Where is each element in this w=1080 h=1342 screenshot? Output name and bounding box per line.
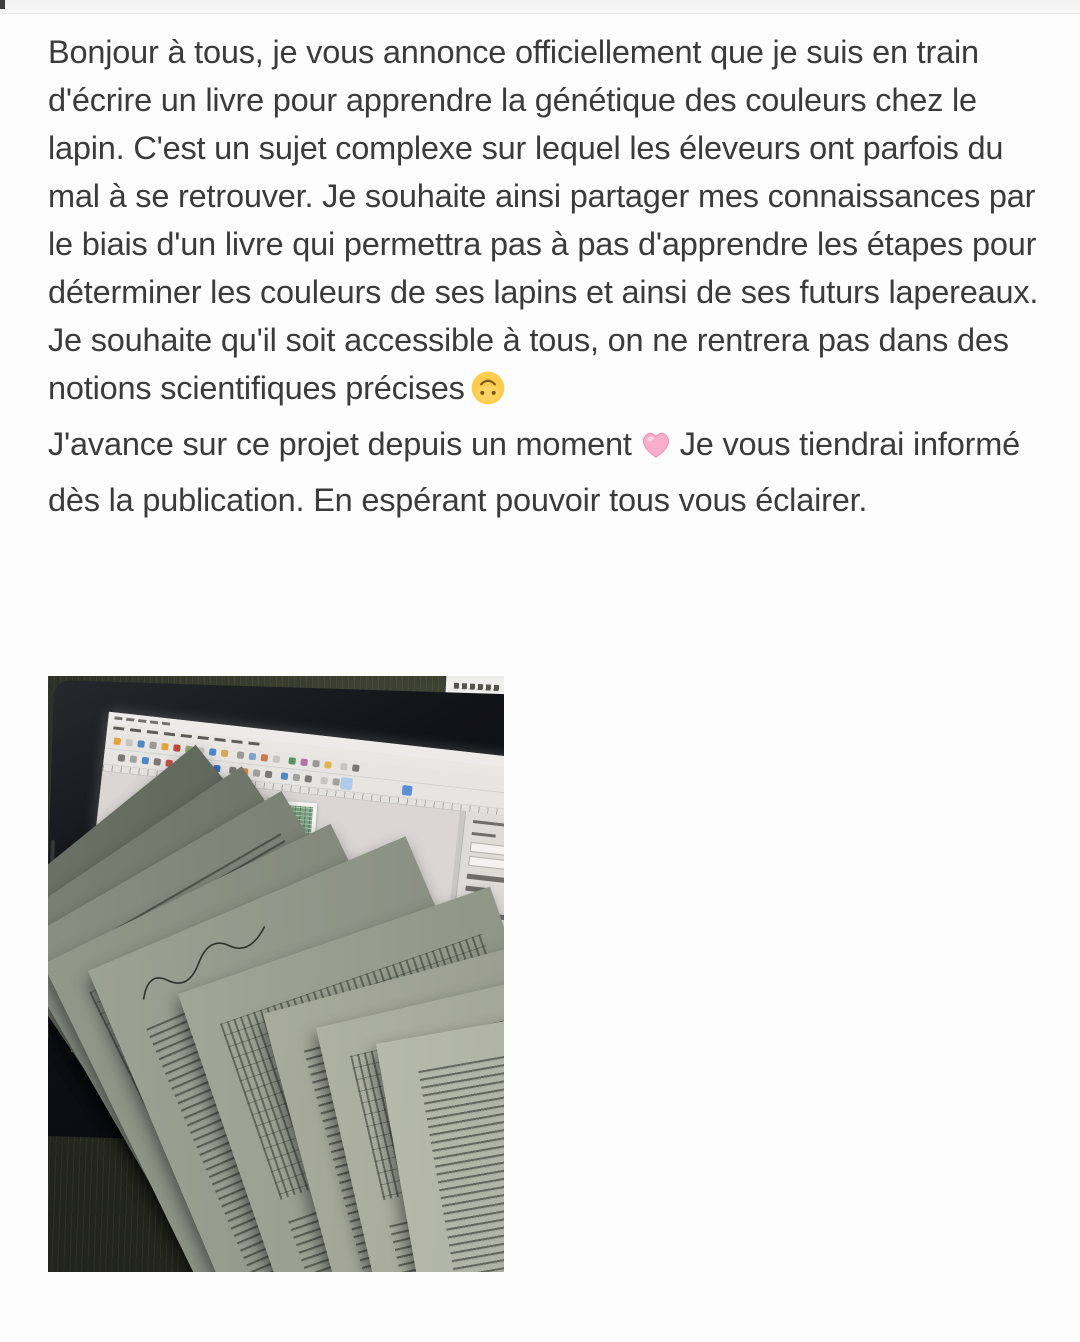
post-body-text (48, 28, 1050, 524)
font-size-field (468, 856, 504, 871)
upside-down-face-emoji (469, 369, 507, 420)
writer-doc-icon (402, 785, 413, 796)
sidebar-label (472, 832, 496, 838)
scrolled-element-edge (0, 0, 5, 9)
toolbar-icons (113, 737, 121, 745)
active-tool-highlight (340, 777, 353, 790)
sidebar-label (473, 820, 504, 827)
post-text-part3: Je vous tiendrai informé dès la publication. En espérant pouvoir tous vous éclairer. (48, 426, 1020, 518)
post-text-part2: J'avance sur ce projet depuis un moment (48, 426, 632, 462)
bold-italic-buttons (467, 874, 504, 884)
formatting-icons (118, 754, 126, 762)
top-divider (0, 0, 1080, 14)
post-text-part1: Bonjour à tous, je vous annonce officiellement que je suis en train d'écrire un livre pour apprendre la génétique des couleurs chez le lapin. C'est un sujet complexe sur lequel les éleveurs ont parfois du mal à se retrouver. Je souhaite ainsi partager mes connaissances par le biais d'un livre qui permettra pas à pas d'apprendre les étapes pour déterminer les couleurs de ses lapins et ainsi de ses futurs lapereaux. Je souhaite qu'il soit accessible à tous, on ne rentrera pas dans des notions scientifiques précises (48, 34, 1039, 406)
post-photo[interactable] (48, 676, 504, 1272)
pink-heart-emoji (636, 425, 676, 476)
